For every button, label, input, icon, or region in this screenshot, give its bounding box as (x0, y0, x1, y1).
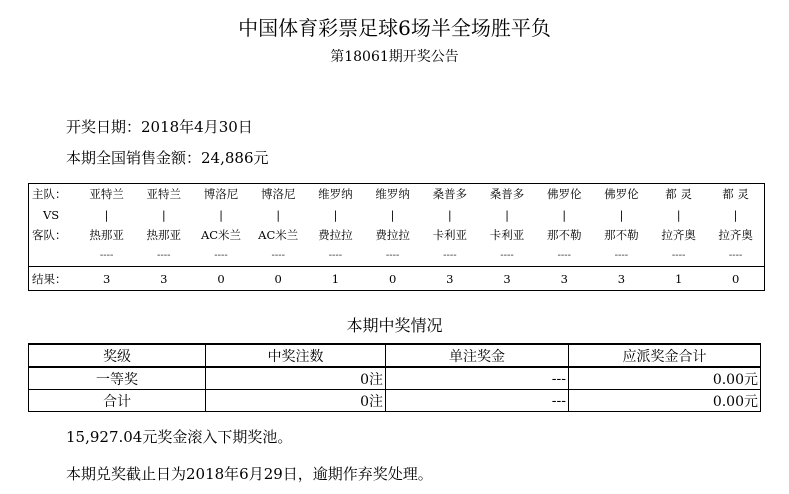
dash-divider: ---- (728, 249, 743, 261)
table-row (29, 390, 761, 412)
vs-label: VS (43, 207, 60, 222)
winner-count: 0注 (206, 367, 386, 390)
vs-separator: | (390, 207, 395, 222)
dash-divider: ---- (99, 249, 114, 261)
away-team: AC米兰 (200, 228, 242, 243)
home-team: 维罗纳 (375, 187, 410, 202)
dash-divider: ---- (614, 249, 629, 261)
issue-subtitle: 第18061期开奖公告 (330, 49, 459, 65)
vs-separator: | (333, 207, 338, 222)
dash-row (29, 246, 765, 267)
prize-total: 0.00元 (569, 390, 761, 412)
match-result: 3 (478, 267, 535, 291)
home-team: 维罗纳 (318, 187, 353, 202)
away-team: 拉齐奥 (718, 228, 753, 243)
vs-separator: | (619, 207, 624, 222)
prize-table (28, 343, 761, 412)
away-team: 热那亚 (146, 228, 182, 243)
home-team: 亚特兰 (89, 187, 124, 202)
away-label: 客队： (32, 228, 67, 243)
table-row (29, 367, 761, 390)
vs-separator: | (733, 207, 738, 222)
match-result: 0 (192, 267, 249, 291)
home-team: 亚特兰 (146, 187, 182, 202)
vs-separator: | (161, 207, 166, 222)
home-row (29, 184, 765, 205)
away-team: 拉齐奥 (661, 228, 696, 243)
column-header: 单注奖金 (386, 344, 569, 367)
home-label: 主队： (32, 187, 67, 202)
dash-divider: ---- (328, 249, 343, 261)
away-team: 卡利亚 (432, 228, 468, 243)
vs-separator: | (219, 207, 223, 222)
match-result: 3 (593, 267, 650, 291)
vs-separator: | (676, 207, 681, 222)
column-header: 奖级 (29, 344, 206, 367)
column-header: 应派奖金合计 (569, 344, 761, 367)
home-team: 桑普多 (432, 187, 468, 202)
dash-divider: ---- (557, 249, 571, 261)
away-team: 费拉拉 (318, 228, 353, 243)
dash-label-empty (29, 246, 79, 267)
vs-separator: | (505, 207, 509, 222)
home-team: 佛罗伦 (604, 187, 639, 202)
match-result: 1 (307, 267, 364, 291)
away-team: 那不勒 (604, 228, 639, 243)
prize-section-title: 本期中奖情况 (346, 316, 443, 335)
draw-date: 开奖日期：2018年4月30日 (66, 118, 253, 136)
winner-count: 0注 (206, 390, 386, 412)
match-result: 0 (364, 267, 421, 291)
match-result: 3 (421, 267, 478, 291)
home-team: 都 灵 (665, 187, 692, 202)
unit-prize: --- (386, 367, 569, 390)
home-team: 桑普多 (489, 187, 525, 202)
dash-divider: ---- (271, 249, 285, 261)
home-team: 都 灵 (722, 187, 749, 202)
away-team: 那不勒 (546, 228, 582, 243)
match-result: 3 (135, 267, 192, 291)
prize-level: 一等奖 (29, 367, 206, 390)
vs-row (29, 205, 765, 225)
vs-separator: | (276, 207, 281, 222)
prize-total: 0.00元 (569, 367, 761, 390)
vs-separator: | (447, 207, 452, 222)
prize-level: 合计 (29, 390, 206, 412)
rollover-note: 15,927.04元奖金滚入下期奖池。 (66, 428, 293, 446)
home-team: 佛罗伦 (546, 187, 582, 202)
sales-amount: 本期全国销售金额：24,886元 (66, 149, 269, 167)
dash-divider: ---- (214, 249, 228, 261)
result-label: 结果： (29, 267, 79, 291)
away-team: 费拉拉 (375, 228, 410, 243)
dash-divider: ---- (500, 249, 514, 261)
prize-header-row (29, 344, 761, 367)
home-team: 博洛尼 (260, 187, 296, 202)
away-team: AC米兰 (258, 228, 299, 243)
away-team: 热那亚 (89, 228, 124, 243)
match-table (28, 183, 765, 291)
vs-separator: | (562, 207, 567, 222)
match-result: 3 (78, 267, 135, 291)
match-result: 3 (536, 267, 593, 291)
page-title: 中国体育彩票足球6场半全场胜平负 (238, 16, 551, 40)
dash-divider: ---- (443, 249, 457, 261)
dash-divider: ---- (385, 249, 400, 261)
match-result: 0 (250, 267, 307, 291)
dash-divider: ---- (157, 249, 171, 261)
column-header: 中奖注数 (206, 344, 386, 367)
home-team: 博洛尼 (203, 187, 239, 202)
unit-prize: --- (386, 390, 569, 412)
away-team: 卡利亚 (489, 228, 525, 243)
result-row (29, 267, 765, 291)
match-result: 0 (707, 267, 764, 291)
vs-separator: | (104, 207, 109, 222)
away-row (29, 225, 765, 245)
deadline-note: 本期兑奖截止日为2018年6月29日，逾期作弃奖处理。 (66, 465, 433, 483)
dash-divider: ---- (671, 249, 686, 261)
match-result: 1 (650, 267, 707, 291)
